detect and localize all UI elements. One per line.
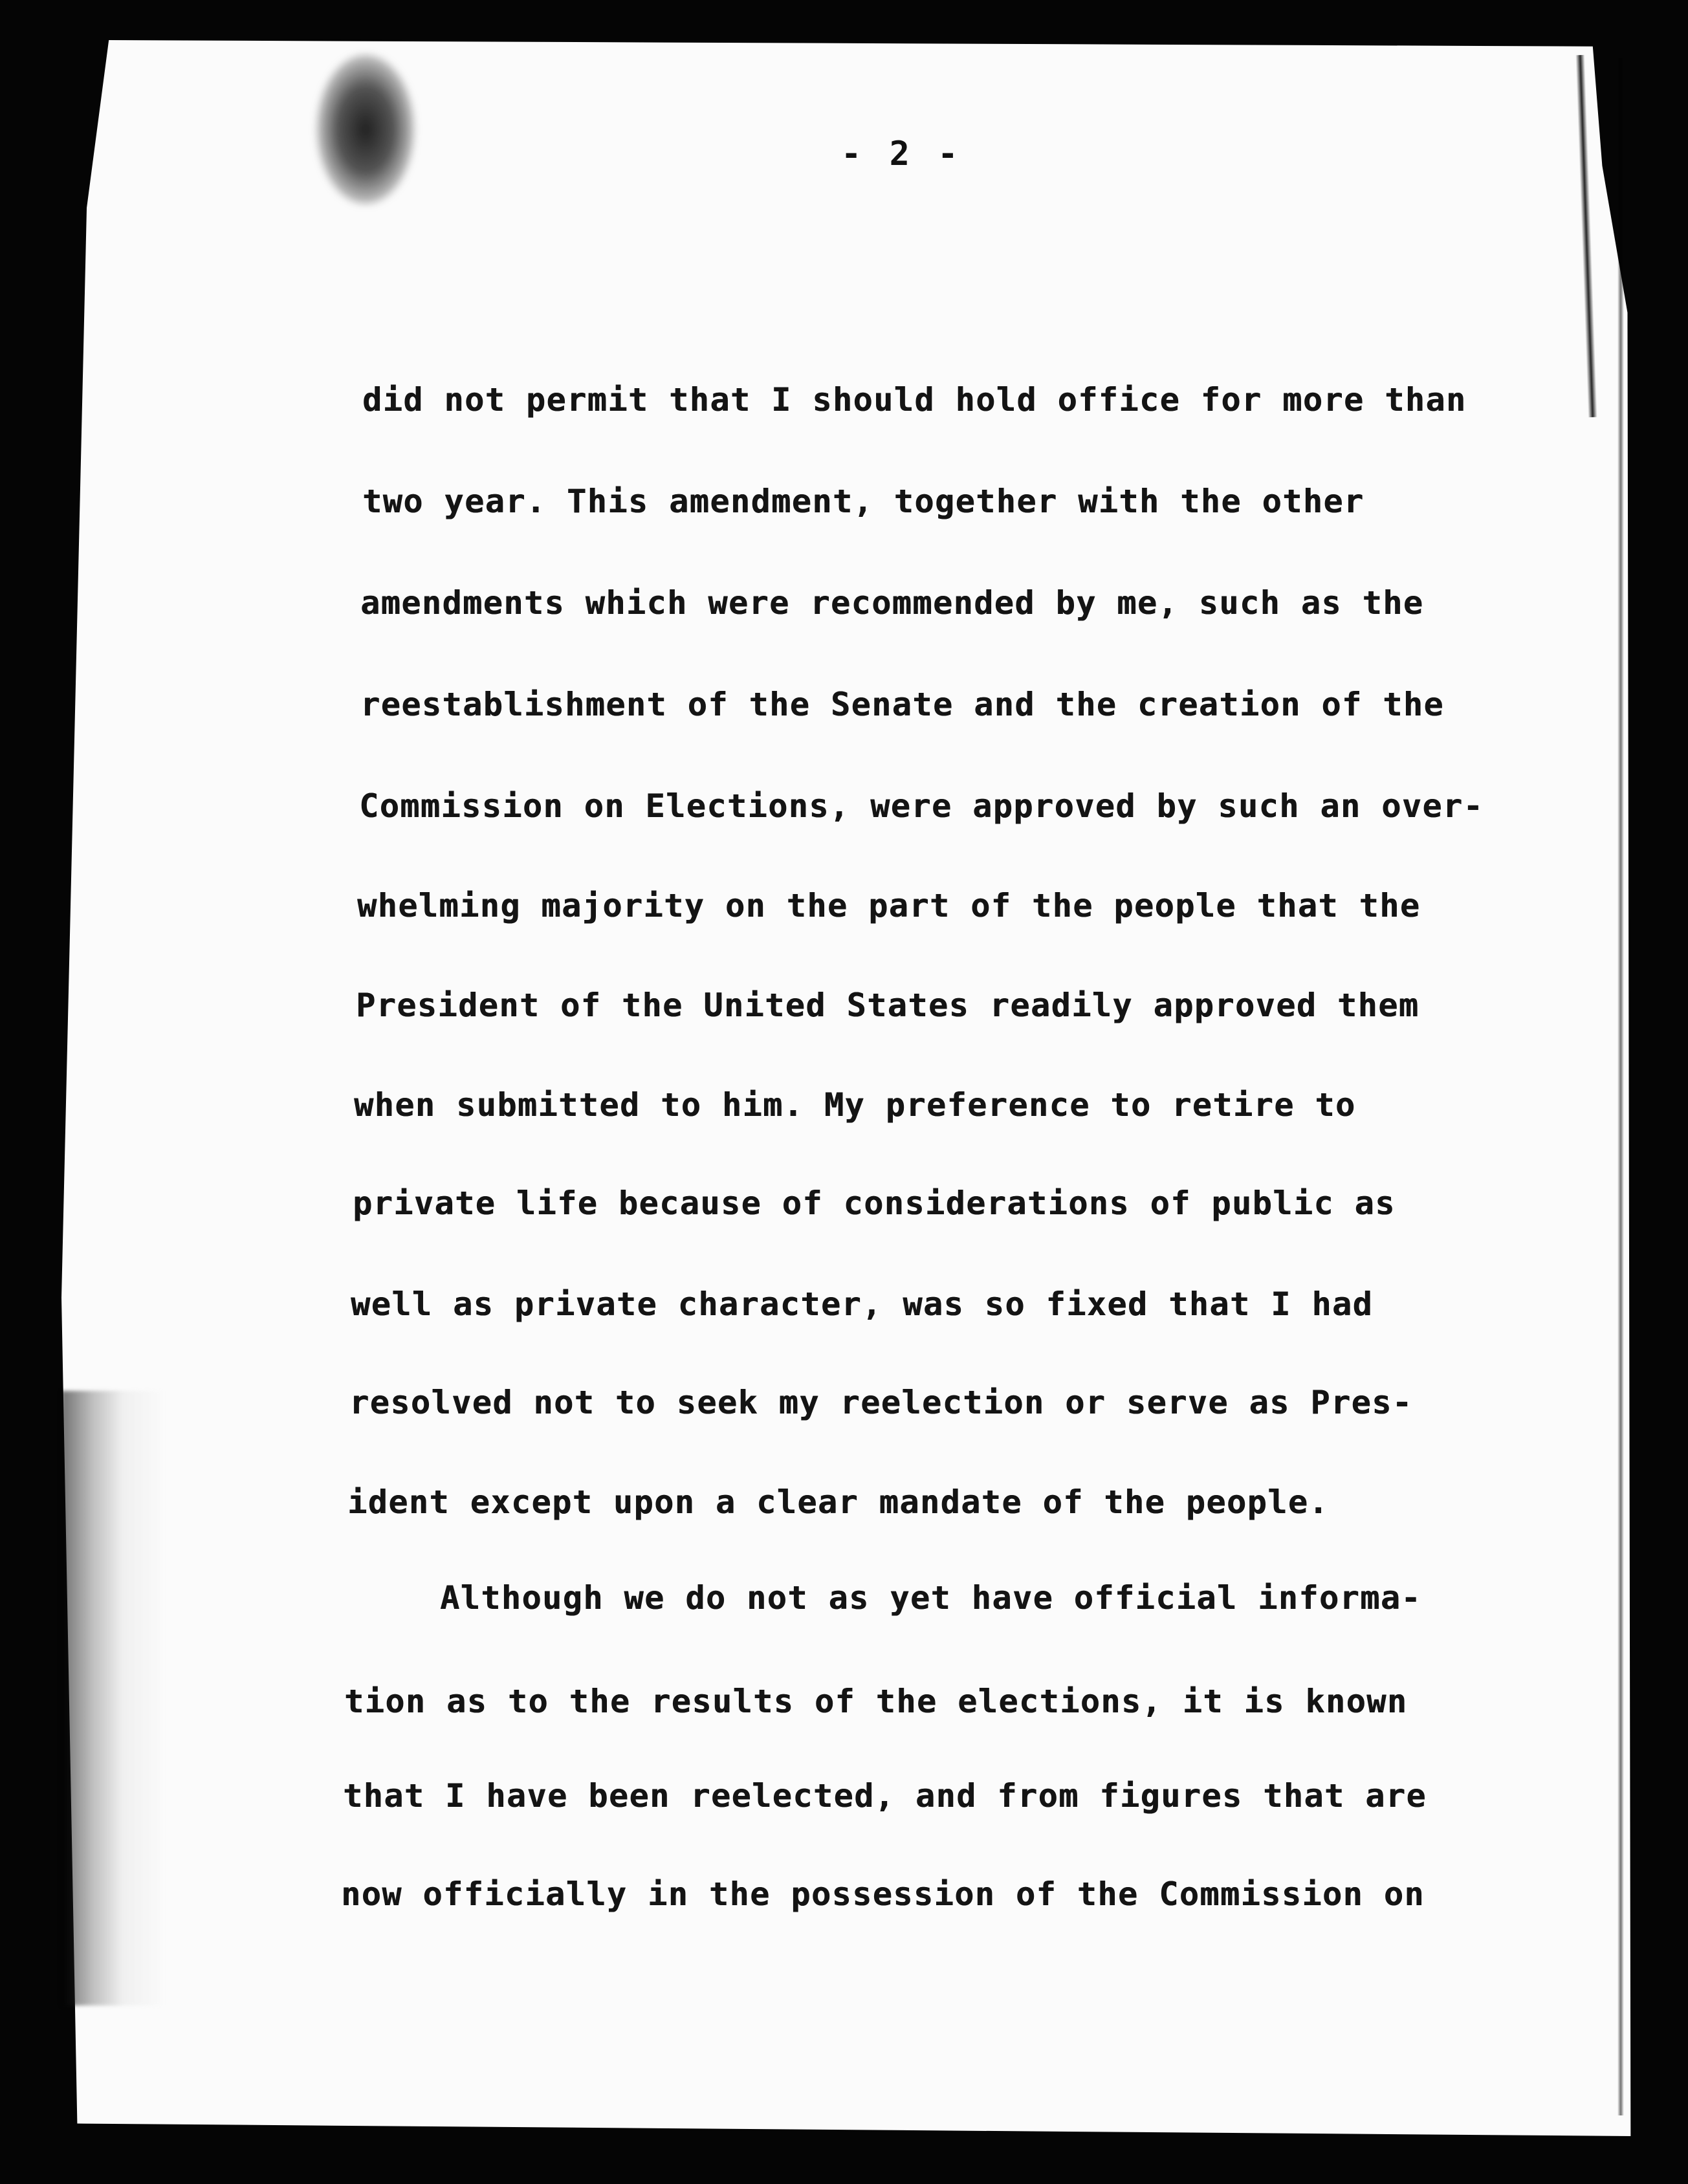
text-line: reestablishment of the Senate and the creation of the [360,686,1444,723]
text-line: private life because of considerations of public as [353,1185,1396,1222]
text-line: when submitted to him. My preference to retire to [354,1086,1356,1124]
text-line: now officially in the possession of the Commission on [341,1875,1425,1913]
text-line: Although we do not as yet have official informa- [440,1579,1421,1617]
text-line: amendments which were recommended by me, such as the [360,584,1424,622]
text-line: that I have been reelected, and from figures that are [343,1777,1427,1815]
text-line: whelming majority on the part of the people that the [357,887,1421,924]
page-number: - 2 - [841,135,962,173]
text-line: tion as to the results of the elections, it is known [344,1683,1408,1720]
text-line: resolved not to seek my reelection or serve as Pres- [349,1384,1413,1421]
text-line: Commission on Elections, were approved by such an over- [359,787,1484,825]
text-line: did not permit that I should hold office for more than [362,381,1467,419]
text-line: two year. This amendment, together with the other [362,483,1365,520]
text-line: well as private character, was so fixed that I had [351,1285,1374,1323]
text-line: President of the United States readily approved them [356,987,1419,1024]
text-line: ident except upon a clear mandate of the people. [347,1483,1329,1521]
